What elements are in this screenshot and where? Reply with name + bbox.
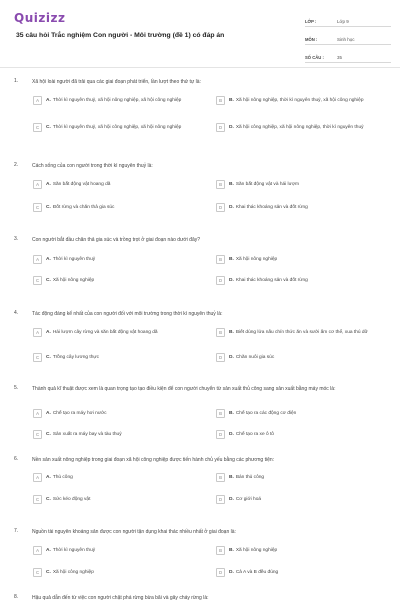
question-text: Nền sản xuất nông nghiệp trong giai đoạn xã hội công nghiệp được tiến hành chủ yếu bằng các phương tiện: bbox=[32, 457, 275, 463]
option-letter-box: D bbox=[216, 276, 225, 285]
option-label: A. bbox=[46, 182, 51, 187]
option-text: Cả A và B đều đúng bbox=[235, 570, 279, 575]
question-text: Hậu quả dẫn đến từ việc con người chặt phá rừng bừa bãi và gây cháy rừng là: bbox=[32, 595, 209, 600]
option-d[interactable] bbox=[216, 353, 394, 362]
meta-label: SỐ CÂU : bbox=[305, 55, 324, 60]
option-letter-box: C bbox=[33, 568, 42, 577]
question-text: Thành quả kĩ thuật được xem là quan trọng tạo tạo điều kiện để con người chuyển từ sản xuất thủ công sang sản xuất bằng máy móc là: bbox=[32, 386, 336, 392]
option-text: Bán thủ công bbox=[235, 475, 265, 480]
option-label: D. bbox=[229, 497, 234, 502]
header-divider bbox=[0, 67, 400, 68]
option-letter-box: C bbox=[33, 353, 42, 362]
question-6 bbox=[0, 453, 400, 528]
question-text: Nguồn tài nguyên khoáng sản được con người tận dụng khai thác nhiều nhất ở giai đoạn là: bbox=[32, 529, 236, 535]
option-label: A. bbox=[46, 411, 51, 416]
option-c[interactable] bbox=[33, 430, 211, 439]
option-b[interactable] bbox=[216, 409, 394, 418]
quizizz-logo: Quizizz bbox=[14, 11, 66, 25]
option-letter-box: B bbox=[216, 255, 225, 264]
worksheet-title: 35 câu hỏi Trắc nghiệm Con người - Môi trường (đề 1) có đáp án bbox=[16, 32, 225, 39]
option-label: A. bbox=[46, 98, 51, 103]
option-d[interactable] bbox=[216, 203, 394, 212]
option-text: Xã hội công nghiệp, xã hội nông nghiệp, thời kì nguyên thuỷ bbox=[235, 125, 364, 130]
option-a[interactable] bbox=[33, 180, 211, 189]
question-number: 7. bbox=[14, 528, 19, 534]
option-d[interactable] bbox=[216, 495, 394, 504]
option-label: C. bbox=[46, 570, 51, 575]
option-label: B. bbox=[229, 98, 234, 103]
question-number: 1. bbox=[14, 78, 19, 84]
option-label: C. bbox=[46, 497, 51, 502]
option-text: Xã hội nông nghiệp bbox=[52, 278, 95, 283]
option-text: Thủ công bbox=[52, 475, 73, 480]
meta-value: 35 bbox=[337, 55, 343, 60]
option-a[interactable] bbox=[33, 546, 211, 555]
option-d[interactable] bbox=[216, 430, 394, 439]
option-letter-box: A bbox=[33, 255, 42, 264]
option-a[interactable] bbox=[33, 473, 211, 482]
meta-value: Lớp 9 bbox=[337, 19, 349, 24]
question-1 bbox=[0, 78, 400, 153]
option-label: B. bbox=[229, 182, 234, 187]
option-text: Xã hội nông nghiệp, thời kì nguyên thuỷ, xã hội công nghiệp bbox=[235, 98, 364, 103]
question-2 bbox=[0, 153, 400, 228]
meta-label: MÔN : bbox=[305, 37, 318, 42]
option-c[interactable] bbox=[33, 203, 211, 212]
option-text: Săn bắt động vật hoang dã bbox=[52, 182, 111, 187]
option-text: Chăn nuôi gia súc bbox=[235, 355, 275, 360]
option-text: Săn bắt động vật và hái lượm bbox=[235, 182, 299, 187]
option-d[interactable] bbox=[216, 276, 394, 285]
option-label: A. bbox=[46, 330, 51, 335]
option-letter-box: C bbox=[33, 123, 42, 132]
question-7 bbox=[0, 528, 400, 600]
option-letter-box: B bbox=[216, 180, 225, 189]
option-text: Hái lượm cây rừng và săn bắt động vật hoang dã bbox=[52, 330, 158, 335]
question-number: 5. bbox=[14, 385, 19, 391]
option-letter-box: C bbox=[33, 203, 42, 212]
option-a[interactable] bbox=[33, 255, 211, 264]
option-label: B. bbox=[229, 411, 234, 416]
option-text: Khai thác khoáng sản và đốt rừng bbox=[235, 205, 308, 210]
question-number: 2. bbox=[14, 162, 19, 168]
option-label: B. bbox=[229, 257, 234, 262]
question-5 bbox=[0, 378, 400, 453]
question-8 bbox=[0, 594, 400, 600]
option-letter-box: D bbox=[216, 203, 225, 212]
option-text: Cơ giới hoá bbox=[235, 497, 262, 502]
meta-row-question-count bbox=[305, 47, 391, 63]
option-c[interactable] bbox=[33, 276, 211, 285]
option-label: B. bbox=[229, 548, 234, 553]
option-letter-box: D bbox=[216, 123, 225, 132]
option-c[interactable] bbox=[33, 495, 211, 504]
option-letter-box: A bbox=[33, 180, 42, 189]
option-label: C. bbox=[46, 432, 51, 437]
option-letter-box: B bbox=[216, 546, 225, 555]
question-number: 3. bbox=[14, 236, 19, 242]
option-label: D. bbox=[229, 570, 234, 575]
option-label: C. bbox=[46, 205, 51, 210]
option-label: A. bbox=[46, 257, 51, 262]
option-label: B. bbox=[229, 475, 234, 480]
option-b[interactable] bbox=[216, 328, 394, 337]
option-label: D. bbox=[229, 278, 234, 283]
option-c[interactable] bbox=[33, 123, 211, 132]
meta-row-subject bbox=[305, 29, 391, 45]
option-letter-box: D bbox=[216, 495, 225, 504]
option-text: Xã hội nông nghiệp bbox=[235, 257, 278, 262]
option-text: Sức kéo động vật bbox=[52, 497, 91, 502]
question-text: Tác động đáng kể nhất của con người đối với môi trường trong thời kì nguyên thuỷ là: bbox=[32, 311, 223, 317]
option-label: D. bbox=[229, 355, 234, 360]
option-letter-box: A bbox=[33, 328, 42, 337]
option-b[interactable] bbox=[216, 180, 394, 189]
meta-label: LỚP : bbox=[305, 19, 317, 24]
option-b[interactable] bbox=[216, 473, 394, 482]
option-c[interactable] bbox=[33, 568, 211, 577]
option-b[interactable] bbox=[216, 96, 394, 105]
option-letter-box: D bbox=[216, 568, 225, 577]
option-a[interactable] bbox=[33, 96, 211, 105]
option-b[interactable] bbox=[216, 255, 394, 264]
option-text: Đốt rừng và chăn thả gia súc bbox=[52, 205, 115, 210]
option-text: Chế tạo ra máy hơi nước bbox=[52, 411, 107, 416]
option-d[interactable] bbox=[216, 123, 394, 132]
option-letter-box: B bbox=[216, 328, 225, 337]
option-label: D. bbox=[229, 125, 234, 130]
question-3 bbox=[0, 228, 400, 303]
option-letter-box: C bbox=[33, 430, 42, 439]
option-letter-box: B bbox=[216, 473, 225, 482]
option-letter-box: C bbox=[33, 276, 42, 285]
meta-row-class bbox=[305, 11, 391, 27]
worksheet-header bbox=[0, 0, 400, 68]
question-text: Con người bắt đầu chăn thả gia súc và trồng trọt ở giai đoạn nào dưới đây? bbox=[32, 237, 201, 243]
option-label: D. bbox=[229, 205, 234, 210]
option-text: Khai thác khoáng sản và đốt rừng bbox=[235, 278, 308, 283]
option-text: Xã hội công nghiệp bbox=[52, 570, 94, 575]
option-letter-box: B bbox=[216, 96, 225, 105]
question-number: 8. bbox=[14, 594, 19, 600]
option-letter-box: C bbox=[33, 495, 42, 504]
option-text: Thời kì nguyên thuỷ, xã hội nông nghiệp, xã hội công nghiệp bbox=[52, 98, 182, 103]
option-letter-box: A bbox=[33, 96, 42, 105]
question-list bbox=[0, 78, 400, 600]
option-label: D. bbox=[229, 432, 234, 437]
option-label: C. bbox=[46, 278, 51, 283]
option-text: Thời kì nguyên thuỷ, xã hội công nghiệp, xã hội nông nghiệp bbox=[52, 125, 182, 130]
option-text: Xã hội nông nghiệp bbox=[235, 548, 278, 553]
question-4 bbox=[0, 303, 400, 378]
option-letter-box: A bbox=[33, 473, 42, 482]
option-letter-box: A bbox=[33, 409, 42, 418]
question-number: 6. bbox=[14, 456, 19, 462]
option-text: Chế tạo ra các động cơ điện bbox=[235, 411, 297, 416]
option-letter-box: B bbox=[216, 409, 225, 418]
option-b[interactable] bbox=[216, 546, 394, 555]
option-a[interactable] bbox=[33, 328, 211, 337]
option-text: Thời kì nguyên thuỷ bbox=[52, 257, 96, 262]
option-c[interactable] bbox=[33, 353, 211, 362]
option-label: A. bbox=[46, 548, 51, 553]
option-text: Biết dùng lửa nấu chín thức ăn và sưởi ấm cơ thể, xua thú dữ bbox=[235, 330, 368, 335]
option-a[interactable] bbox=[33, 409, 211, 418]
option-text: Thời kì nguyên thuỷ bbox=[52, 548, 96, 553]
option-label: B. bbox=[229, 330, 234, 335]
question-text: Cách sống của con người trong thời kì nguyên thuỷ là: bbox=[32, 163, 153, 169]
option-d[interactable] bbox=[216, 568, 394, 577]
option-label: C. bbox=[46, 355, 51, 360]
option-text: Chế tạo ra xe ô tô bbox=[235, 432, 274, 437]
option-label: A. bbox=[46, 475, 51, 480]
option-letter-box: D bbox=[216, 430, 225, 439]
option-text: Trồng cây lương thực bbox=[52, 355, 99, 360]
option-letter-box: A bbox=[33, 546, 42, 555]
option-letter-box: D bbox=[216, 353, 225, 362]
question-number: 4. bbox=[14, 310, 19, 316]
option-text: Sản xuất ra máy bay và tàu thuỷ bbox=[52, 432, 122, 437]
worksheet-meta bbox=[305, 11, 391, 65]
option-label: C. bbox=[46, 125, 51, 130]
meta-value: Sinh học bbox=[337, 37, 355, 42]
question-text: Xã hội loài người đã trải qua các giai đoạn phát triển, lần lượt theo thứ tự là: bbox=[32, 79, 201, 85]
